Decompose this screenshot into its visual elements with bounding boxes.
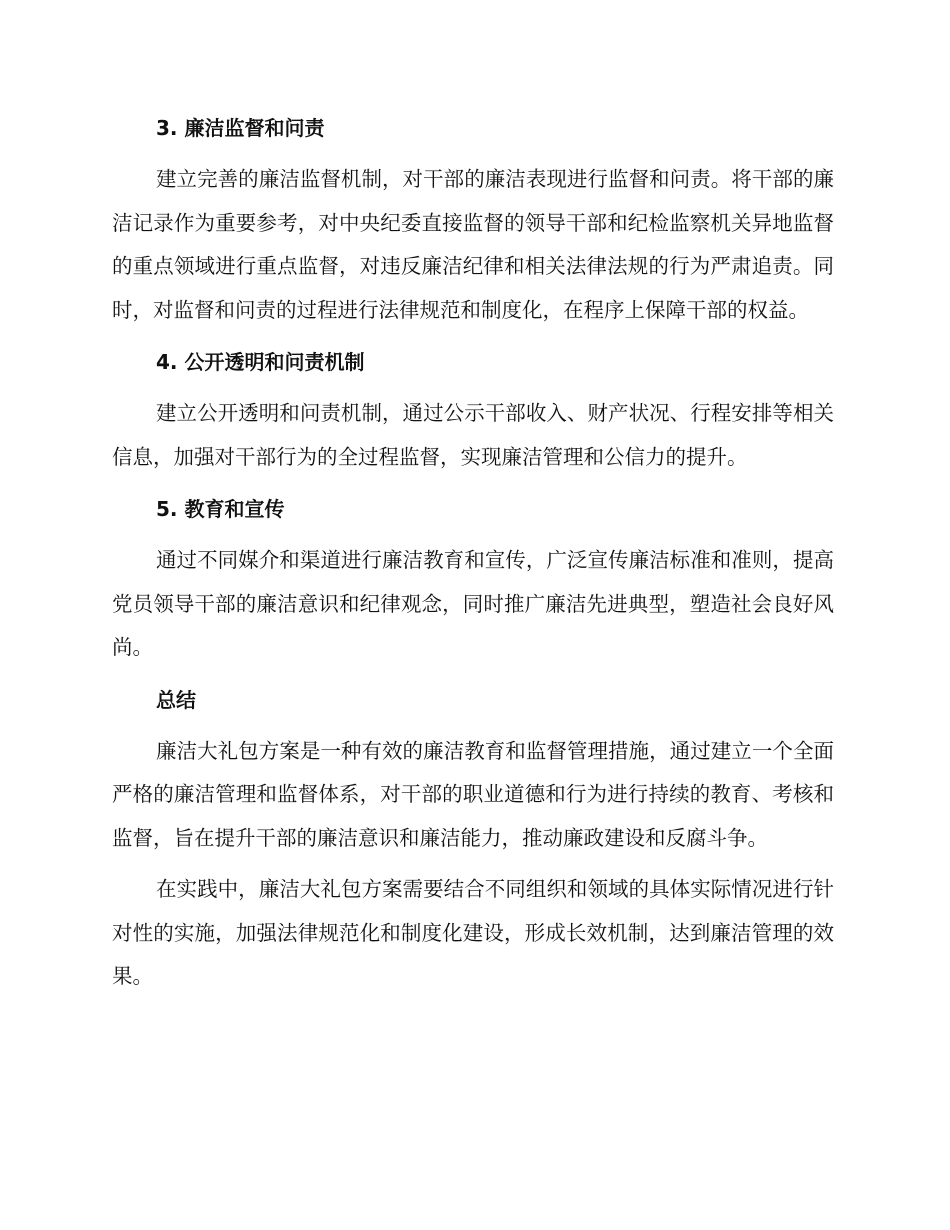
summary-heading: 总结 <box>156 687 196 712</box>
section-paragraph: 通过不同媒介和渠道进行廉洁教育和宣传，广泛宣传廉洁标准和准则，提高党员领导干部的廉洁意识和纪律观念，同时推广廉洁先进典型，塑造社会良好风尚。 <box>112 548 834 659</box>
closing-paragraph: 在实践中，廉洁大礼包方案需要结合不同组织和领域的具体实际情况进行针对性的实施，加强法律规范化和制度化建设，形成长效机制，达到廉洁管理的效果。 <box>112 877 834 988</box>
section-paragraph: 建立公开透明和问责机制，通过公示干部收入、财产状况、行程安排等相关信息，加强对干部行为的全过程监督，实现廉洁管理和公信力的提升。 <box>112 401 834 469</box>
section-heading: 4. 公开透明和问责机制 <box>156 350 365 374</box>
section-heading: 5. 教育和宣传 <box>156 497 285 521</box>
section-heading: 3. 廉洁监督和问责 <box>156 116 325 140</box>
summary-paragraph: 廉洁大礼包方案是一种有效的廉洁教育和监督管理措施，通过建立一个全面严格的廉洁管理和监督体系，对干部的职业道德和行为进行持续的教育、考核和监督，旨在提升干部的廉洁意识和廉洁能力，推动廉政建设和反腐斗争。 <box>112 738 834 850</box>
section-paragraph: 建立完善的廉洁监督机制，对干部的廉洁表现进行监督和问责。将干部的廉洁记录作为重要参考，对中央纪委直接监督的领导干部和纪检监察机关异地监督的重点领域进行重点监督，对违反廉洁纪律和相关法律法规的行为严肃追责。同时，对监督和问责的过程进行法律规范和制度化，在程序上保障干部的权益。 <box>112 167 834 322</box>
document-page <box>112 106 834 999</box>
